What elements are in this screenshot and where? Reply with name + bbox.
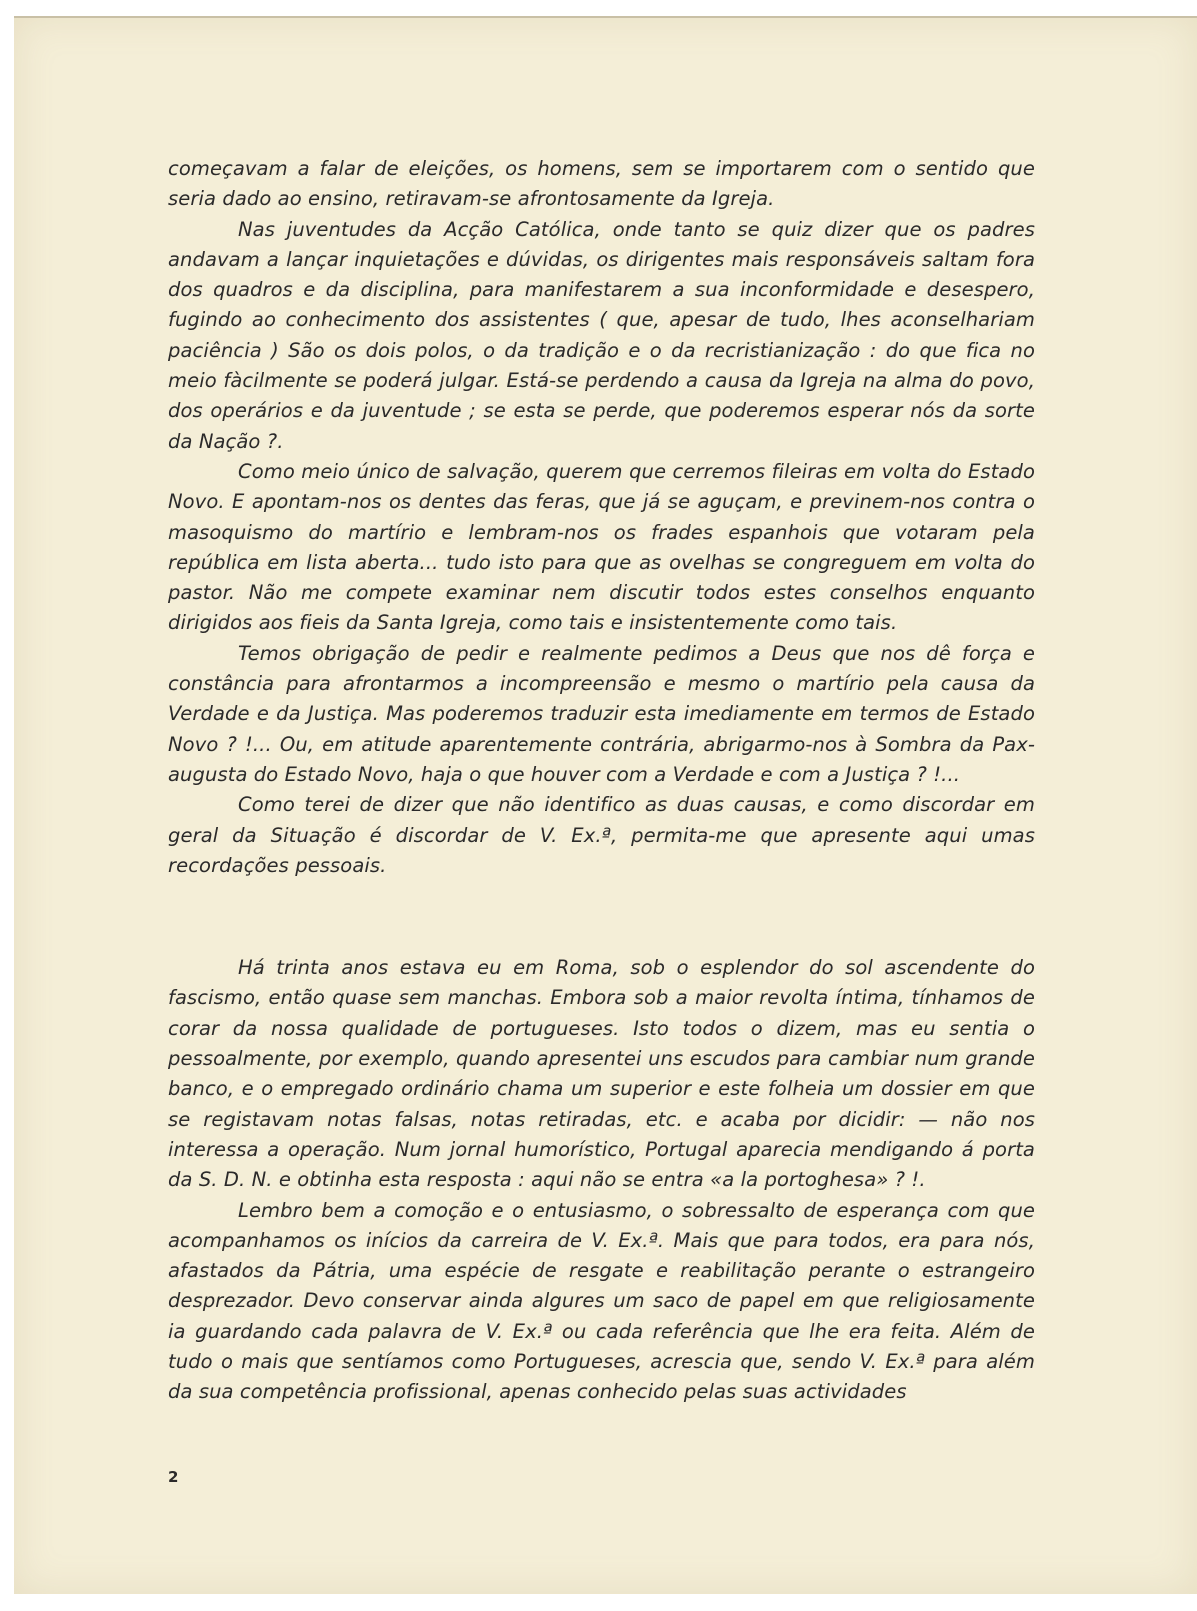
paragraph: Como meio único de salvação, querem que cerremos fileiras em volta do Estado Novo. E apontam-nos os dentes das feras, que já se aguçam, e previnem-nos contra o masoquismo do martírio e lembram-nos os frades espanhois que votaram pela república em lista aberta... tudo isto para que as ovelhas se congreguem em volta do pastor. Não me compete examinar nem discutir todos estes conselhos enquanto dirigidos aos fieis da Santa Igreja, como tais e insistentemente como tais.: [168, 459, 1035, 635]
paragraph: começavam a falar de eleições, os homens, sem se importarem com o sentido que seria dado ao ensino, retiravam-se afrontosamente da Igreja.: [168, 157, 1035, 211]
document-page: [14, 16, 1197, 1594]
body-text: [168, 154, 1035, 1408]
page-number: 2: [168, 1468, 179, 1486]
paragraph: Há trinta anos estava eu em Roma, sob o esplendor do sol ascendente do fascismo, então quase sem manchas. Embora sob a maior revolta íntima, tínhamos de corar da nossa qualidade de portugueses. Isto todos o dizem, mas eu sentia o pessoalmente, por exemplo, quando apresentei uns escudos para cambiar num grande banco, e o empregado ordinário chama um superior e este folheia um dossier em que se registavam notas falsas, notas retiradas, etc. e acaba por dicidir: — não nos interessa a operação. Num jornal humorístico, Portugal aparecia mendigando á porta da S. D. N. e obtinha esta resposta : aqui não se entra «a la portoghesa» ? !.: [168, 956, 1035, 1192]
section-break: [168, 881, 1035, 953]
paragraph: Lembro bem a comoção e o entusiasmo, o sobressalto de esperança com que acompanhamos os inícios da carreira de V. Ex.ª. Mais que para todos, era para nós, afastados da Pátria, uma espécie de resgate e reabilitação perante o estrangeiro desprezador. Devo conservar ainda algures um saco de papel em que religiosamente ia guardando cada palavra de V. Ex.ª ou cada referência que lhe era feita. Além de tudo o mais que sentíamos como Portugueses, acrescia que, sendo V. Ex.ª para além da sua competência profissional, apenas conhecido pelas suas actividades: [168, 1198, 1035, 1404]
paragraph: Temos obrigação de pedir e realmente pedimos a Deus que nos dê força e constância para afrontarmos a incompreensão e mesmo o martírio pela causa da Verdade e da Justiça. Mas poderemos traduzir esta imediamente em termos de Estado Novo ? !... Ou, em atitude aparentemente contrária, abrigarmo-nos à Sombra da Pax-augusta do Estado Novo, haja o que houver com a Verdade e com a Justiça ? !...: [168, 641, 1035, 786]
paragraph: Como terei de dizer que não identifico as duas causas, e como discordar em geral da Situação é discordar de V. Ex.ª, permita-me que apresente aqui umas recordações pessoais.: [168, 793, 1035, 877]
paragraph: Nas juventudes da Acção Católica, onde tanto se quiz dizer que os padres andavam a lançar inquietações e dúvidas, os dirigentes mais responsáveis saltam fora dos quadros e da disciplina, para manifestarem a sua inconformidade e desespero, fugindo ao conhecimento dos assistentes ( que, apesar de tudo, lhes aconselhariam paciência ) São os dois polos, o da tradição e o da recristianização : do que fica no meio fàcilmente se poderá julgar. Está-se perdendo a causa da Igreja na alma do povo, dos operários e da juventude ; se esta se perde, que poderemos esperar nós da sorte da Nação ?.: [168, 217, 1035, 453]
